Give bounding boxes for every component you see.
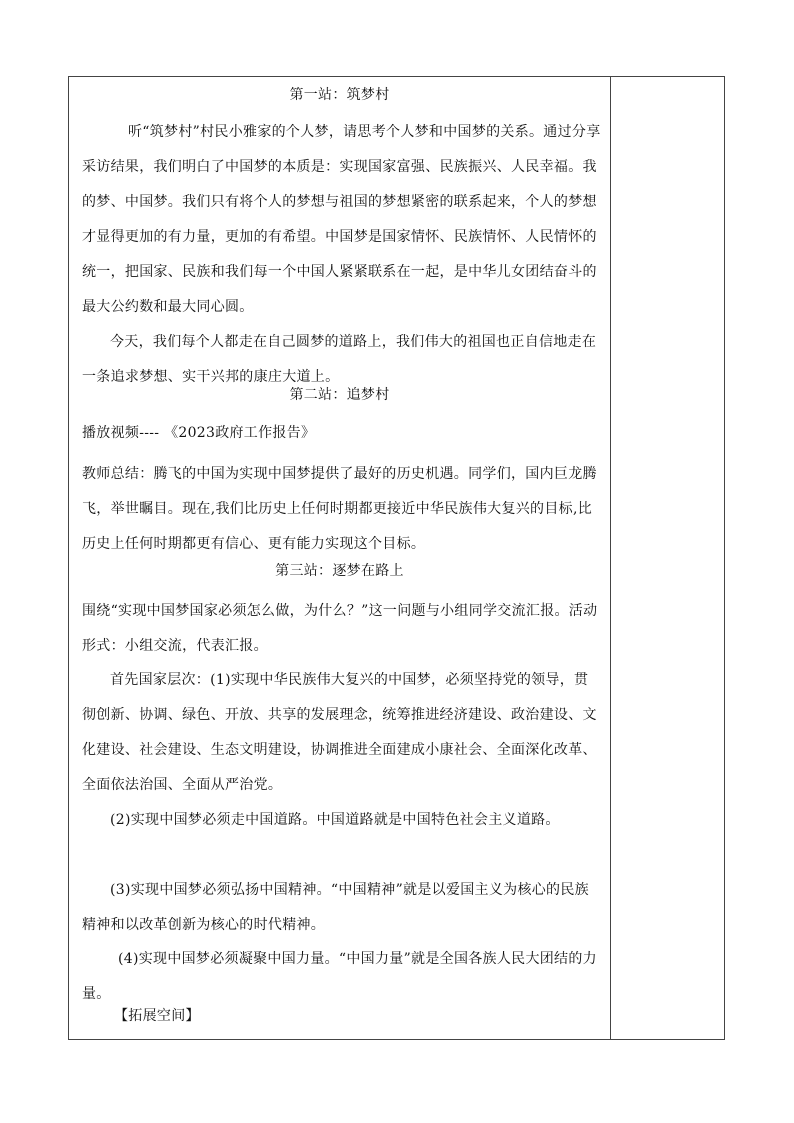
- station1-heading: 第一站：筑梦村: [289, 87, 390, 103]
- station3-heading: 第三站：逐梦在路上: [275, 563, 404, 579]
- station2-heading: 第二站：追梦村: [289, 387, 390, 403]
- extension-heading: 【拓展空间】: [114, 1008, 200, 1024]
- lesson-table: [68, 76, 725, 1040]
- station1-paragraph-1: 听“筑梦村”村民小雅家的个人梦，请思考个人梦和中国梦的关系。通过分享采访结果，我们明白了中国梦的本质是：实现国家富强、民族振兴、人民幸福。我的梦、中国梦。我们只有将个人的梦想与祖国的梦想紧密的联系起来，个人的梦想才显得更加的有力量，更加的有希望。中国梦是国家情怀、民族情怀、人民情怀的统一，把国家、民族和我们每一个中国人紧紧联系在一起，是中华儿女团结奋斗的最大公约数和最大同心圆。: [82, 124, 601, 315]
- teacher-summary: [82, 425, 602, 562]
- point-3: (3)实现中国梦必须弘扬中国精神。“中国精神”就是以爱国主义为核心的民族精神和以改革创新为核心的时代精神。: [82, 882, 589, 933]
- column-divider: [610, 77, 611, 1039]
- video-line: 播放视频---- 《2023政府工作报告》: [82, 425, 316, 441]
- point-1: 首先国家层次：(1)实现中华民族伟大复兴的中国梦，必须坚持党的领导，贯彻创新、协调、绿色、开放、共享的发展理念，统筹推进经济建设、政治建设、文化建设、社会建设、生态文明建设，协调推进全面建成小康社会、全面深化改革、全面依法治国、全面从严治党。: [82, 672, 597, 793]
- point-4: (4)实现中国梦必须凝聚中国力量。“中国力量”就是全国各族人民大团结的力量。: [82, 951, 597, 1002]
- point-2: (2)实现中国梦必须走中国道路。中国道路就是中国特色社会主义道路。: [110, 812, 560, 828]
- station1-paragraph-2: 今天，我们每个人都走在自己圆梦的道路上，我们伟大的祖国也正自信地走在一条追求梦想、实干兴邦的康庄大道上。: [82, 334, 597, 385]
- main-cell: [69, 77, 610, 1039]
- station3-task: 围绕“实现中国梦国家必须怎么做，为什么？”这一问题与小组同学交流汇报。活动形式：小组交流，代表汇报。: [82, 603, 598, 654]
- teacher-summary-text: 教师总结：腾飞的中国为实现中国梦提供了最好的历史机遇。同学们，国内巨龙腾飞，举世瞩目。现在,我们比历史上任何时期都更接近中华民族伟大复兴的目标,比历史上任何时期都更有信心、更有能力实现这个目标。: [82, 466, 597, 552]
